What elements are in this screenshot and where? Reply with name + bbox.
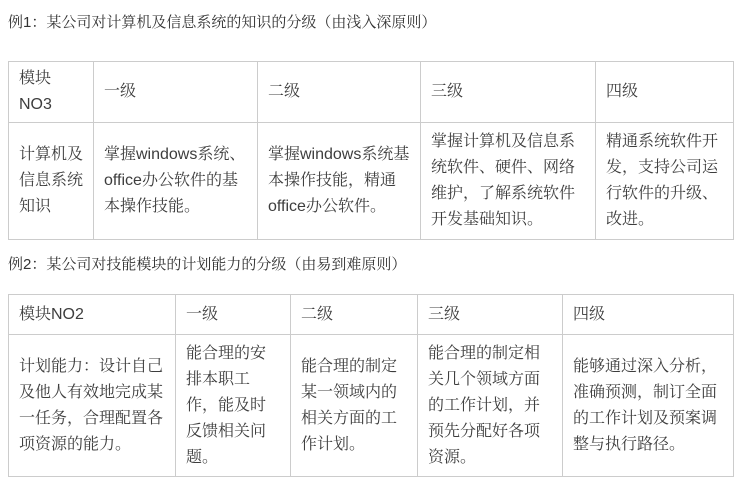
t2-header-level4: 四级 <box>563 295 734 335</box>
t2-cell-module: 计划能力：设计自己及他人有效地完成某一任务，合理配置各项资源的能力。 <box>9 335 176 477</box>
t2-header-module: 模块NO2 <box>9 295 176 335</box>
table-row <box>9 335 734 477</box>
example2-caption: 例2：某公司对技能模块的计划能力的分级（由易到难原则） <box>8 256 407 273</box>
t2-header-level2: 二级 <box>291 295 418 335</box>
t1-cell-level3: 掌握计算机及信息系统软件、硬件、网络维护，了解系统软件开发基础知识。 <box>421 123 596 240</box>
t1-header-level2: 二级 <box>258 62 421 123</box>
table-header-row <box>9 295 734 335</box>
t2-cell-level2: 能合理的制定某一领域内的相关方面的工作计划。 <box>291 335 418 477</box>
t1-header-level4: 四级 <box>596 62 734 123</box>
t2-cell-level3: 能合理的制定相关几个领域方面的工作计划，并预先分配好各项资源。 <box>418 335 563 477</box>
example1-caption: 例1：某公司对计算机及信息系统的知识的分级（由浅入深原则） <box>8 14 437 31</box>
t1-header-module: 模块NO3 <box>9 62 94 123</box>
table-header-row <box>9 62 734 123</box>
t1-cell-level1: 掌握windows系统、office办公软件的基本操作技能。 <box>94 123 258 240</box>
t1-header-level3: 三级 <box>421 62 596 123</box>
t2-header-level1: 一级 <box>176 295 291 335</box>
example2-grading-table <box>8 294 734 477</box>
table-row <box>9 123 734 240</box>
example1-grading-table <box>8 61 734 240</box>
t2-cell-level4: 能够通过深入分析，准确预测，制订全面的工作计划及预案调整与执行路径。 <box>563 335 734 477</box>
t1-header-level1: 一级 <box>94 62 258 123</box>
t2-cell-level1: 能合理的安排本职工作，能及时反馈相关问题。 <box>176 335 291 477</box>
t1-cell-level2: 掌握windows系统基本操作技能，精通office办公软件。 <box>258 123 421 240</box>
t2-header-level3: 三级 <box>418 295 563 335</box>
t1-cell-module: 计算机及信息系统知识 <box>9 123 94 240</box>
t1-cell-level4: 精通系统软件开发，支持公司运行软件的升级、改进。 <box>596 123 734 240</box>
